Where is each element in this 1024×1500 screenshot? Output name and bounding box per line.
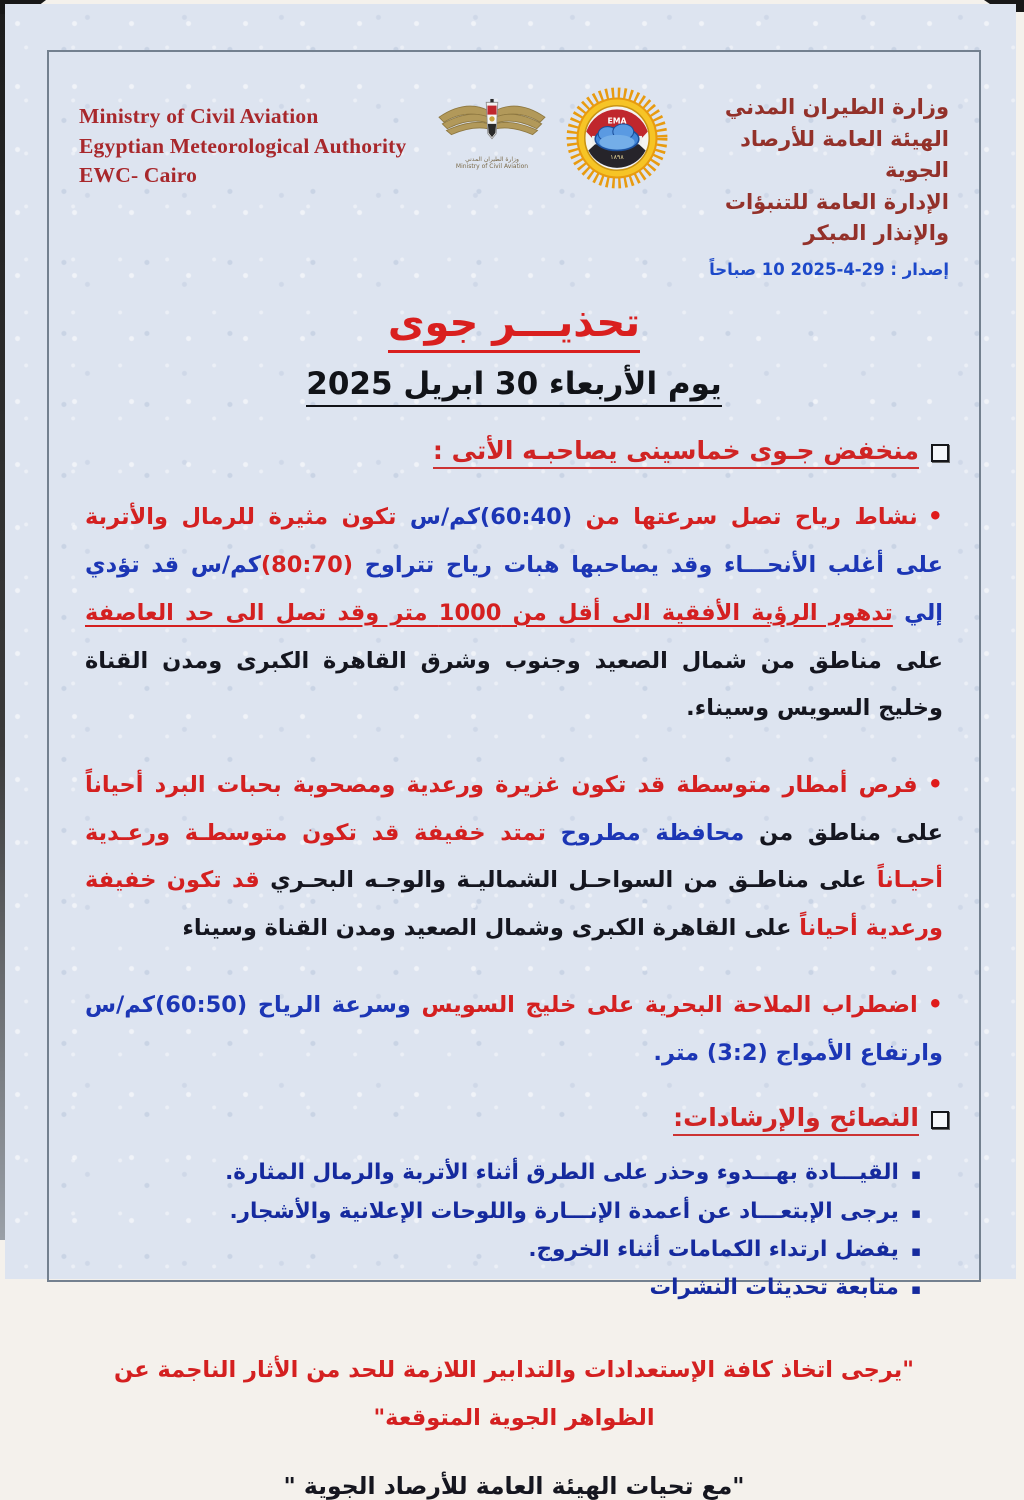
text-run: محافظة مطروح (545, 819, 745, 846)
text-run: تمتد خفيفة قد تكون متوسطـة ورعـدية أحيـاناً (85, 819, 943, 894)
section-heading-text: النصائح والإرشادات: (673, 1103, 919, 1136)
advice-list (79, 1154, 949, 1307)
ema-sun-icon (565, 86, 669, 190)
header-ar-line: وزارة الطيران المدني (724, 95, 949, 119)
wings-emblem-icon (434, 94, 550, 152)
warning-bullets (79, 491, 949, 1077)
text-run: (60:40) (479, 504, 573, 531)
svg-text:١٨٩٨: ١٨٩٨ (610, 153, 624, 161)
bullet-square-icon: ▪ (910, 1165, 921, 1184)
text-run: اضطراب الملاحة البحرية على خليج السويس (410, 991, 918, 1018)
advice-item: ▪ متابعة تحديثات النشرات (79, 1269, 921, 1307)
text-run: وسرعة الرياح (60:50)كم/س وارتفاع الأمواج (3:2) متر. (85, 991, 943, 1066)
text-run: نشاط رياح تصل سرعتها من (572, 504, 918, 531)
header-en-line: Egyptian Meteorological Authority (79, 133, 407, 158)
bullet-dot-icon: • (927, 989, 944, 1018)
header-en-line: EWC- Cairo (79, 163, 198, 188)
civil-aviation-logo (431, 86, 553, 170)
document-border-frame (47, 50, 981, 1500)
header-ar-line: الإدارة العامة للتنبؤات والإنذار المبكر (724, 189, 949, 245)
issue-date-line: إصدار : 29-4-2025 10 صباحاً (709, 259, 949, 279)
bullet-square-icon: ▪ (910, 1241, 921, 1260)
bullet-dot-icon: • (927, 769, 943, 798)
advice-item: ▪ يرجى الإبتعـــاد عن أعمدة الإنـــارة واللوحات الإعلانية والأشجار. (79, 1193, 921, 1231)
advice-item: ▪ يفضل ارتداء الكمامات أثناء الخروج. (79, 1231, 921, 1269)
checkbox-icon (931, 1111, 949, 1129)
text-run: تكون مثيرة للرمال والأتربة (85, 504, 397, 531)
text-run: على مناطق من (744, 819, 943, 846)
warning-bullet-marine (85, 979, 943, 1078)
bullet-square-icon: ▪ (910, 1203, 921, 1222)
header-arabic (681, 86, 949, 282)
document-header (79, 86, 949, 282)
text-run: كم/س قد تؤدي إلي (85, 552, 943, 626)
closing-greeting: "مع تحيات الهيئة العامة للأرصاد الجوية " (283, 1471, 745, 1500)
header-en-line: Ministry of Civil Aviation (79, 104, 319, 128)
wings-logo-caption: وزارة الطيران المدني Ministry of Civil Aviation (455, 156, 529, 171)
text-run: فرص أمطار متوسطة قد تكون غزيرة ورعدية ومصحوبة بحبات البرد أحياناً (85, 771, 918, 798)
advice-item: ▪ القيـــادة بهـــدوء وحذر على الطرق أثناء الأتربة والرمال المثارة. (79, 1154, 921, 1192)
header-ar-line: الهيئة العامة للأرصاد الجوية (740, 126, 949, 182)
text-run: على أغلب الأنحـــاء وقد يصاحبها هبات رياح تتراوح (353, 552, 943, 579)
warning-bullet-rain (85, 759, 943, 953)
precautions-note (79, 1347, 949, 1442)
text-run: على مناطـق من السواحـل الشماليـة والوجـه البحـري (259, 867, 867, 894)
warning-bullet-wind (85, 491, 943, 733)
precautions-note-line: الظواهر الجوية المتوقعة" (373, 1404, 655, 1431)
section-heading-warning (79, 436, 949, 469)
ema-logo-text: EMA (607, 116, 627, 126)
cloud-glyph (595, 124, 639, 151)
checkbox-icon (931, 444, 949, 462)
header-english (79, 86, 431, 191)
page-subtitle: يوم الأربعاء 30 ابريل 2025 (79, 366, 949, 402)
text-run: قد تكون خفيفة ورعدية أحياناً (85, 867, 943, 942)
text-run: على مناطق من شمال الصعيد وجنوب وشرق القاهرة الكبرى ومدن القناة وخليج السويس وسيناء. (85, 647, 943, 722)
section-heading-advice (79, 1103, 949, 1136)
document-paper (5, 4, 1016, 1500)
text-run: على القاهرة الكبرى وشمال الصعيد ومدن القناة وسيناء (182, 915, 792, 942)
text-run: (80:70) (260, 552, 354, 579)
precautions-note-line: "يرجى اتخاذ كافة الإستعدادات والتدابير اللازمة للحد من الأثار الناجمة عن (114, 1357, 914, 1384)
ema-logo (553, 86, 681, 194)
bullet-dot-icon: • (927, 502, 943, 531)
bullet-square-icon: ▪ (910, 1280, 921, 1299)
section-heading-text: منخفض جـوى خماسينى يصاحبـه الأتى : (433, 436, 919, 469)
text-run: تدهور الرؤية الأفقية الى أقل من 1000 متر وقد تصل الى حد العاصفة (85, 599, 893, 626)
text-run: كم/س (396, 504, 480, 531)
page-title: تحذيـــر جوى (79, 300, 949, 346)
